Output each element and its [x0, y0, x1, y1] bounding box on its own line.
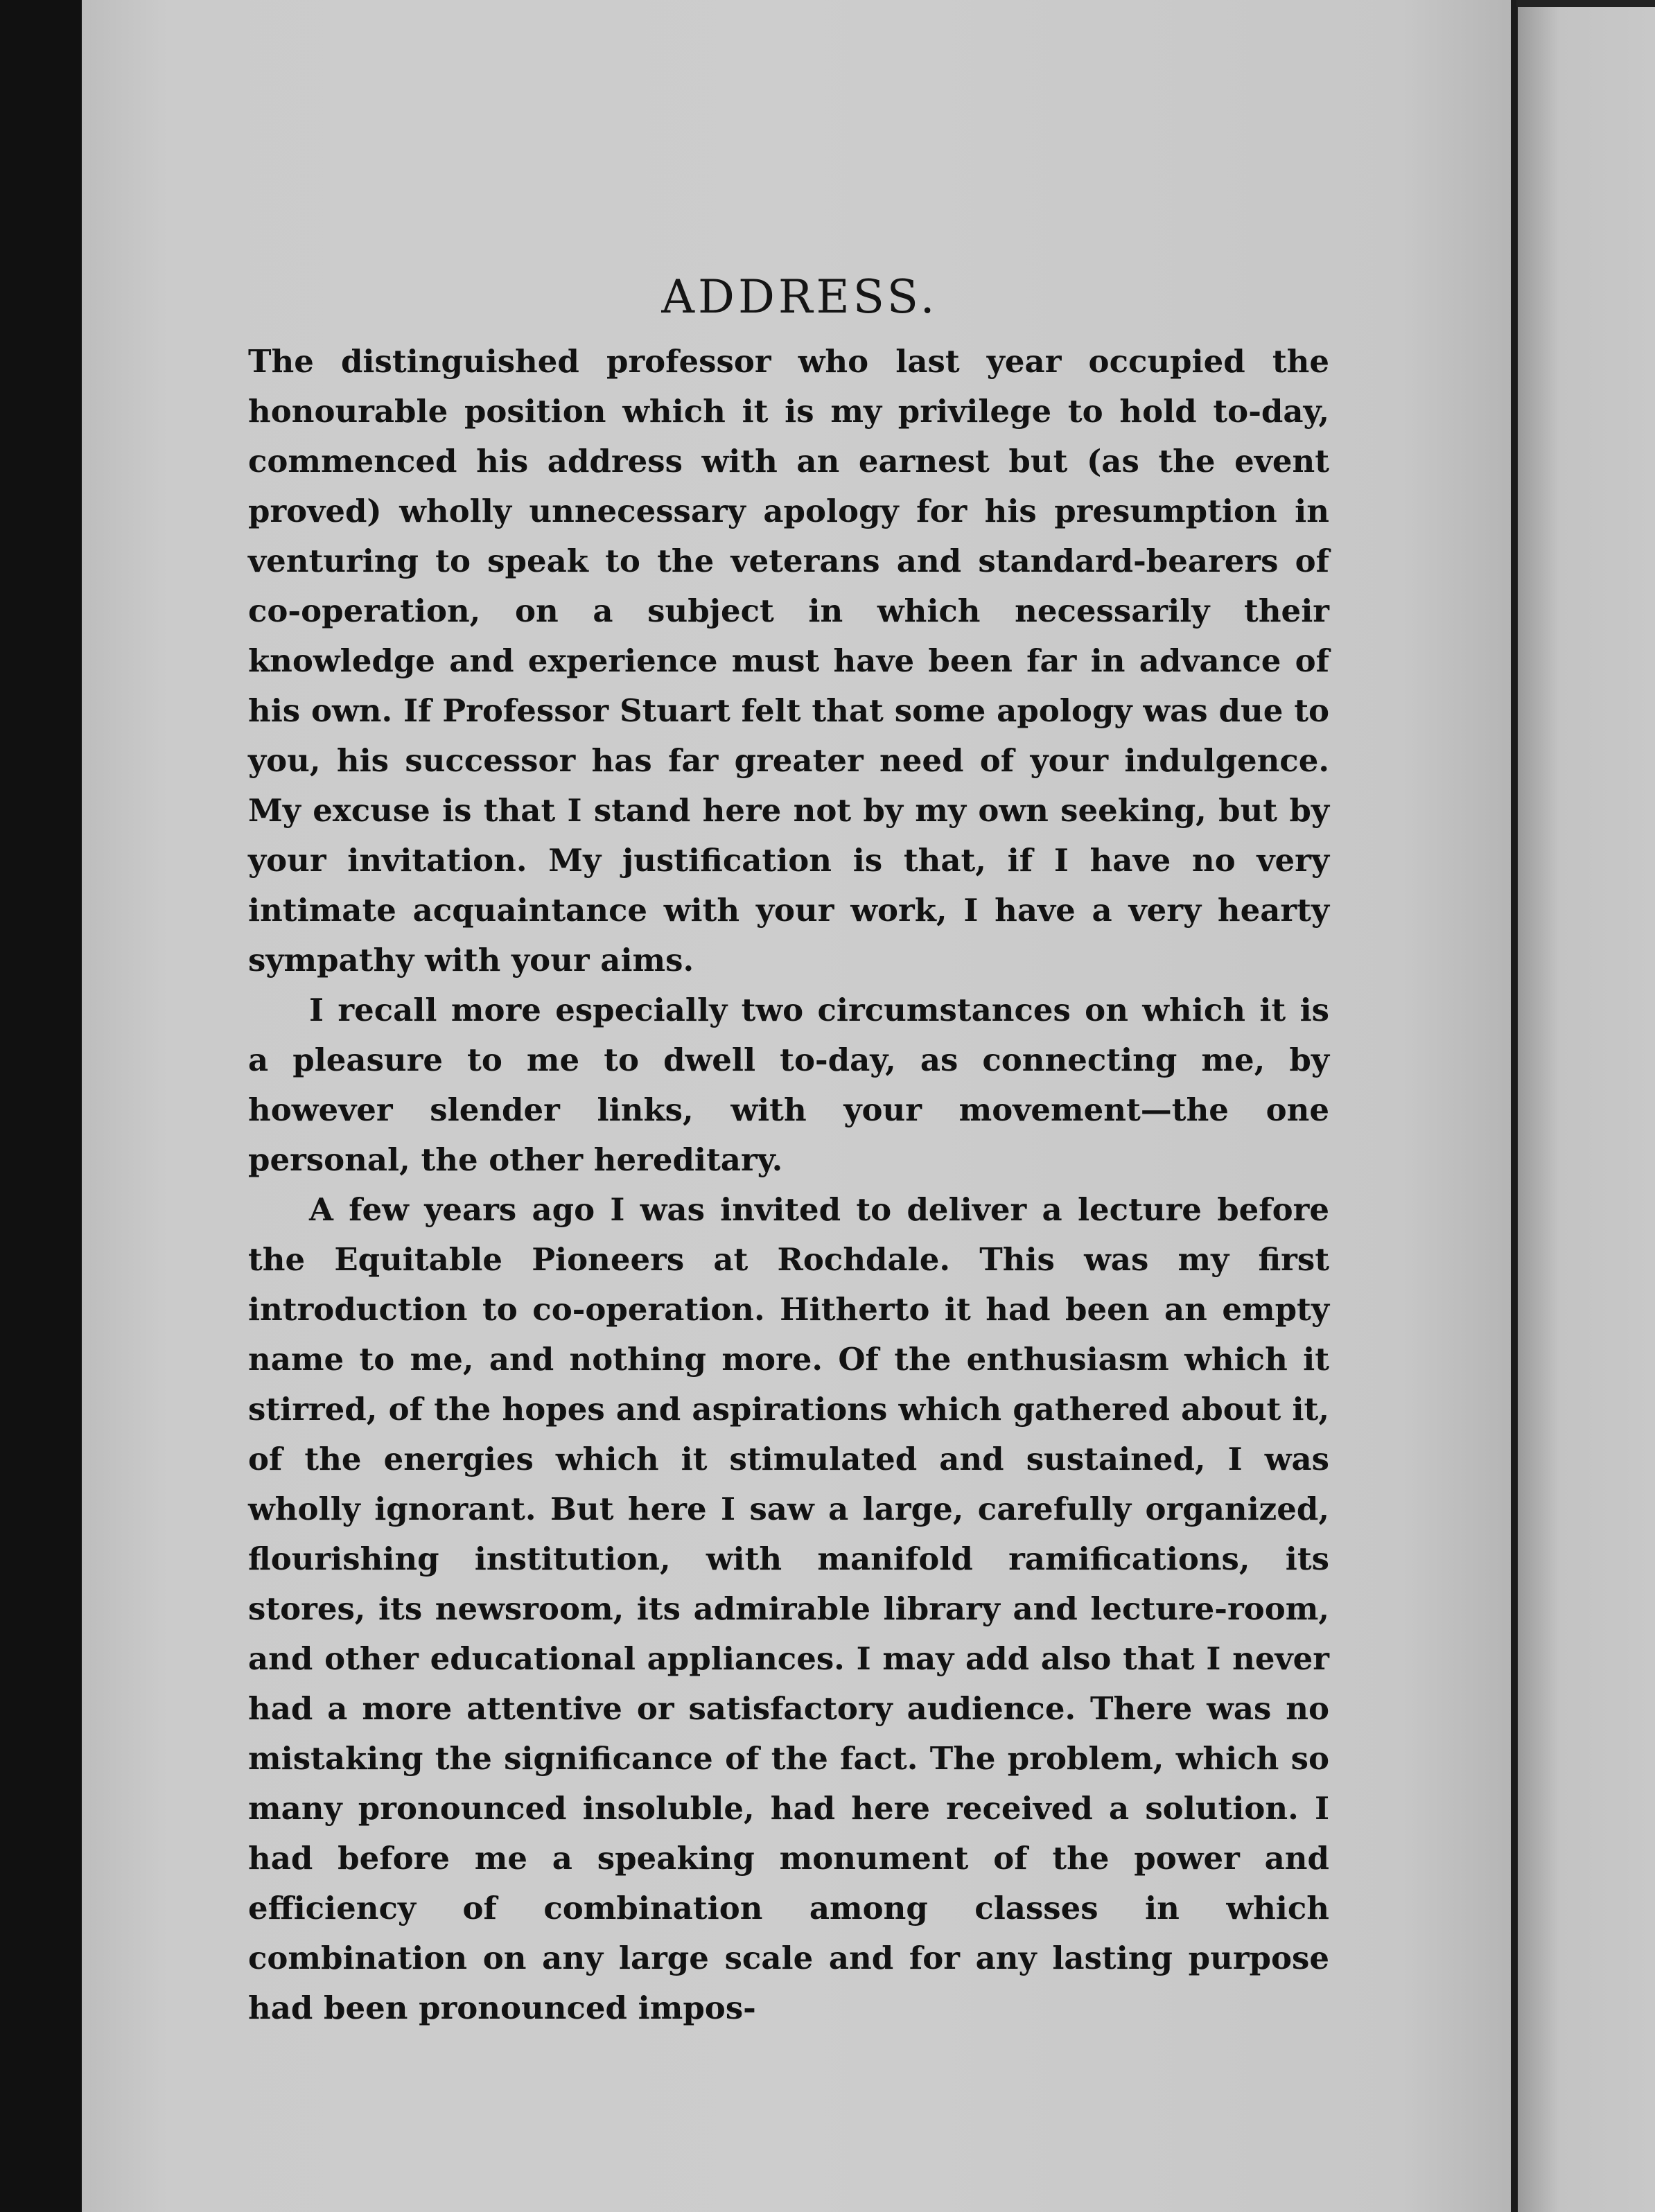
paragraph-2: I recall more especially two circumstances on which it is a pleasure to me to dwell to-day, as connecting me, by however slender links, with your movement—the one personal, the other hereditary. [248, 992, 1329, 1178]
adjacent-page-top-edge [1516, 0, 1655, 7]
body-text [248, 337, 1329, 2033]
paragraph-3: A few years ago I was invited to deliver a lecture before the Equitable Pioneers at Rochdale. This was my first introduction to co-operation. Hitherto it had been an empty name to me, and nothing more. Of the enthusiasm which it stirred, of the hopes and aspirations which gathered about it, of the energies which it stimulated and sustained, I was wholly ignorant. But here I saw a large, carefully organized, flourishing institution, with manifold ramifications, its stores, its newsroom, its admirable library and lecture-room, and other educational appliances. I may add also that I never had a more attentive or satisfactory audience. There was no mistaking the significance of the fact. The problem, which so many pronounced insoluble, had here received a solution. I had before me a speaking monument of the power and efficiency of combination among classes in which combination on any large scale and for any lasting purpose had been pronounced impos- [248, 1191, 1329, 2026]
book-spine-edge [1511, 0, 1518, 2212]
page-title: ADDRESS. [661, 270, 938, 324]
paragraph-1: The distinguished professor who last year occupied the honourable position which it is my privilege to hold to-day, commenced his address with an earnest but (as the event proved) wholly unnecessary apology for his presumption in venturing to speak to the veterans and standard-bearers of co-operation, on a subject in which necessarily their knowledge and experience must have been far in advance of his own. If Professor Stuart felt that some apology was due to you, his successor has far greater need of your indulgence. My excuse is that I stand here not by my own seeking, but by your invitation. My justification is that, if I have no very intimate acquaintance with your work, I have a very hearty sympathy with your aims. [248, 343, 1329, 978]
adjacent-page-sliver [1518, 0, 1655, 2212]
